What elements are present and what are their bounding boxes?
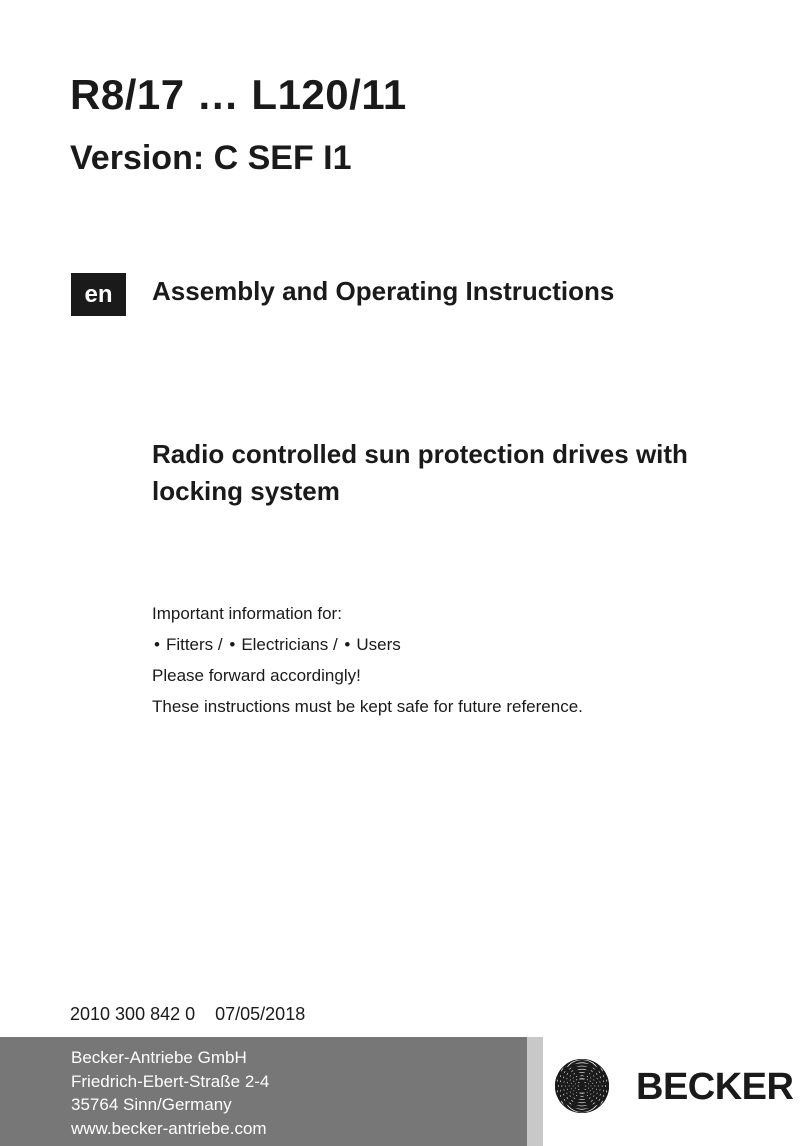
document-number-line [70, 1002, 305, 1026]
company-website: www.becker-antriebe.com [71, 1118, 267, 1138]
document-type: Assembly and Operating Instructions [152, 276, 615, 306]
bullet-icon: • [229, 635, 236, 654]
product-subject: Radio controlled sun protection drives with locking system [152, 439, 688, 506]
keep-safe-note: These instructions must be kept safe for future reference. [152, 697, 583, 716]
company-address-block [0, 1037, 527, 1146]
bullet-icon: • [154, 635, 160, 654]
document-title: R8/17 … L120/11 [70, 71, 407, 118]
company-city: 35764 Sinn/Germany [71, 1095, 232, 1114]
audience-fitters: Fitters / [165, 635, 223, 654]
bullet-icon: • [344, 635, 351, 654]
important-info [152, 598, 583, 722]
document-version: Version: C SEF I1 [70, 139, 352, 177]
forward-note: Please forward accordingly! [152, 666, 361, 685]
info-intro: Important information for: [152, 604, 342, 623]
audience-electricians: Electricians / [241, 635, 338, 654]
audience-list [152, 629, 583, 660]
document-date: 07/05/2018 [215, 1004, 306, 1024]
document-number: 2010 300 842 0 [70, 1004, 196, 1024]
footer-stripe [527, 1037, 543, 1146]
language-badge: en [71, 273, 126, 316]
company-name: Becker-Antriebe GmbH [71, 1048, 247, 1067]
becker-logo-text: BECKER [636, 1066, 794, 1108]
becker-logo-icon [554, 1058, 610, 1114]
audience-users: Users [356, 635, 401, 654]
company-street: Friedrich-Ebert-Straße 2-4 [71, 1071, 270, 1091]
